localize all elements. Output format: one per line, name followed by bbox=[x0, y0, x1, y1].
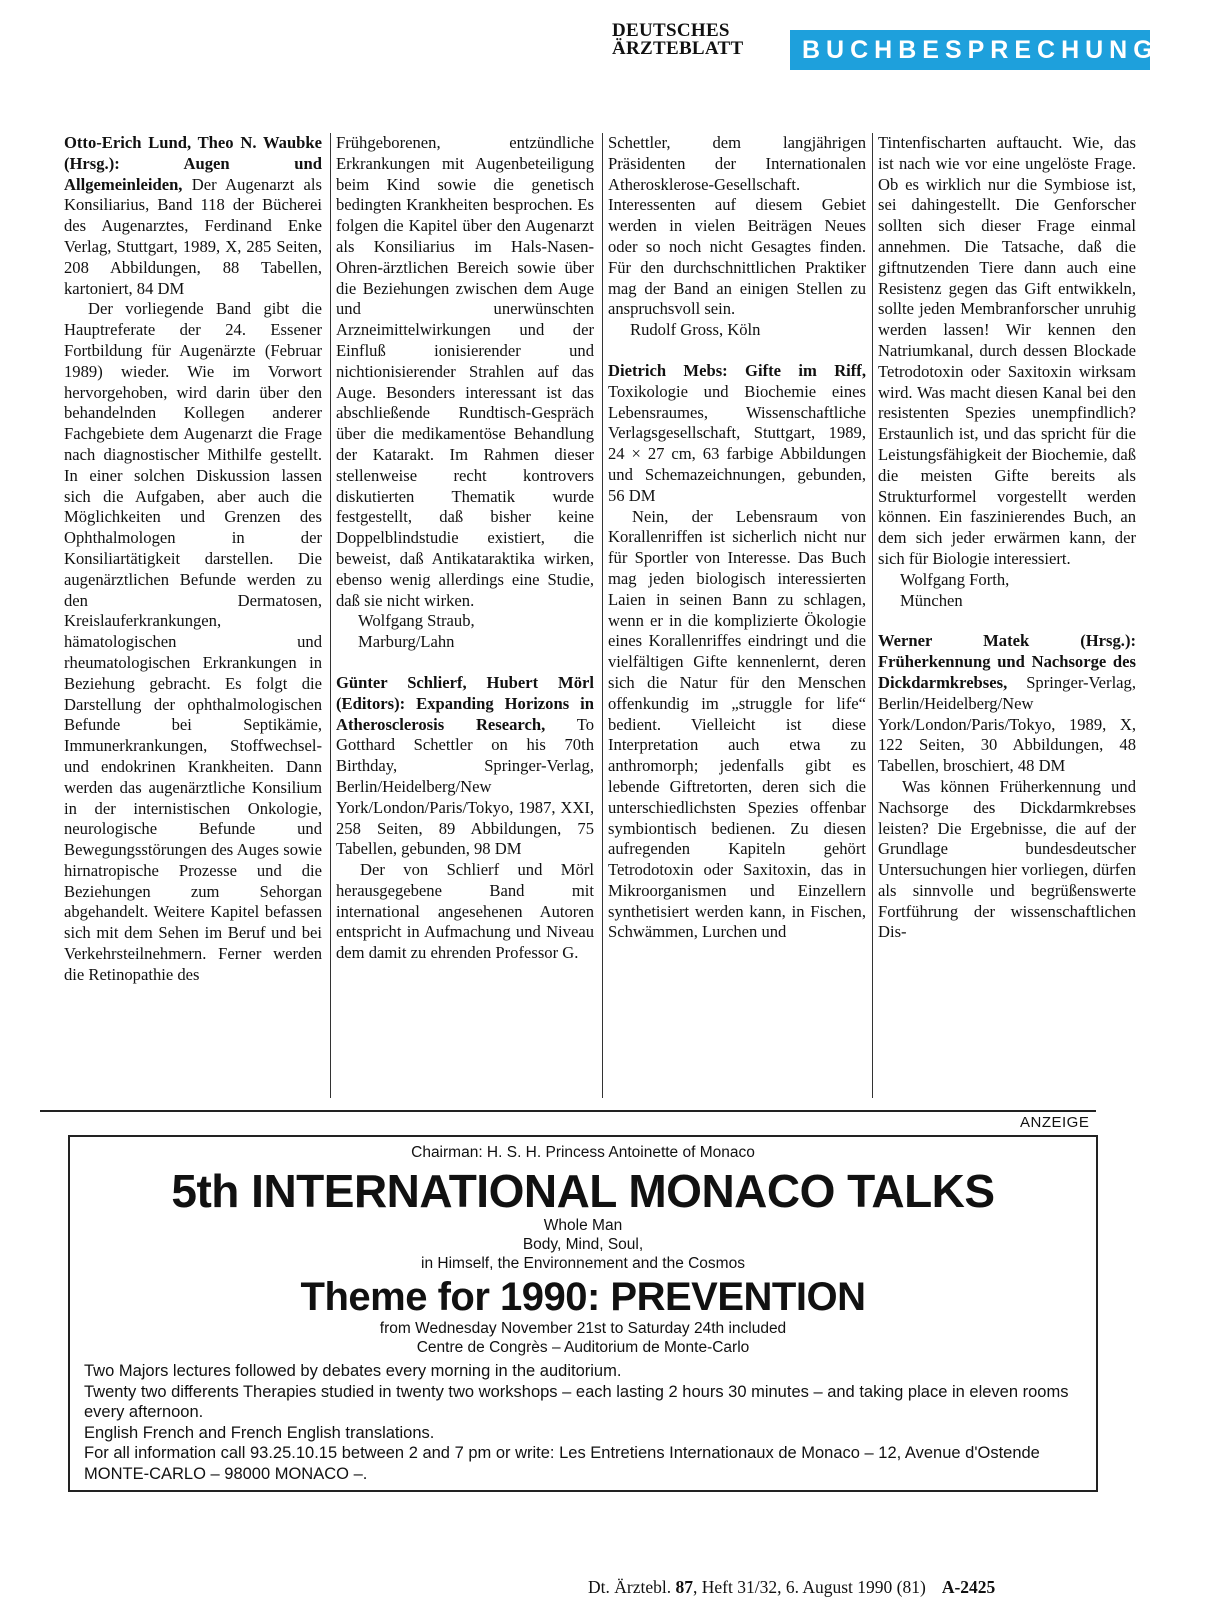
advertisement-box bbox=[68, 1135, 1098, 1492]
ad-detail-line: Twenty two differents Therapies studied in twenty two workshops – each lasting 2 hours 30 minutes – and taking place in eleven rooms every afternoon. bbox=[84, 1382, 1069, 1421]
review-2-paragraph-2: Schettler, dem langjährigen Präsidenten der Internationalen Atherosklerose-Gesellschaft. Interessenten auf diesem Gebiet werden in vielen Beiträgen Neues oder so noch nicht Gesagtes finden. Für den durchschnittlichen Praktiker mag der Band an einigen Stellen zu anspruchsvoll sein. bbox=[608, 133, 866, 319]
column-3 bbox=[608, 133, 866, 943]
ad-label: ANZEIGE bbox=[1020, 1114, 1090, 1131]
review-3-title: Dietrich Mebs: Gifte im Riff, bbox=[608, 360, 866, 380]
masthead-line2: ÄRZTEBLATT bbox=[612, 38, 744, 59]
review-3-biblio: Toxikologie und Biochemie eines Lebensraumes, Wissenschaftliche Verlagsgesellschaft, Stuttgart, 1989, 24 × 27 cm, 63 farbige Abbildungen und Schemazeichnungen, gebunden, 56 DM bbox=[608, 381, 866, 505]
review-1-biblio: Der Augenarzt als Konsiliarius, Band 118 der Bücherei des Augenarztes, Ferdinand Enke Verlag, Stuttgart, 1989, X, 285 Seiten, 208 Abbildungen, 88 Tabellen, kartoniert, 84 DM bbox=[64, 174, 322, 298]
review-1-paragraph-2: Frühgeborenen, entzündliche Erkrankungen mit Augenbeteiligung beim Kind sowie die genetisch bedingten Krankheiten besprochen. Es folgen die Kapitel über den Augenarzt als Konsiliarius im Hals-Nasen-Ohren-ärztlichen Bereich sowie über die Beziehungen zwischen dem Auge und unerwünschten Arzneimittelwirkungen und der Einfluß ionisierender und nichtionisierender Strahlen auf das Auge. Besonders interessant ist das abschließende Rundtisch-Gespräch über die medikamentöse Behandlung der Katarakt. Im Rahmen dieser stellenweise recht kontrovers diskutierten Thematik wurde festgestellt, daß bisher keine Doppelblindstudie existiert, die beweist, daß Antikataraktika wirken, ebenso wenig allerdings eine Studie, daß sie nicht wirken. bbox=[336, 133, 594, 610]
review-columns bbox=[40, 133, 1136, 1133]
ad-dates: from Wednesday November 21st to Saturday 24th included bbox=[379, 1320, 787, 1337]
review-3-paragraph-1: Nein, der Lebensraum von Korallenriffen ist sicherlich nicht nur für Sportler von Interesse. Das Buch mag jeden biologisch interessierten Laien in seinen Bann zu schlagen, wenn er in die komplizierte Ökologie eines Korallenriffes eindringt und die vielfältigen Gifte kennenlernt, deren sich die Natur für den Menschen offenkundig im „struggle for life“ bedient. Vielleicht ist diese Interpretation auch etwa zu anthromorph; jedenfalls gibt es lebende Giftretorten, deren sich die unterschiedlichsten Spezies offenbar symbiontisch bedienen. Zu diesen aufregenden Kapiteln gehört Tetrodotoxin oder Saxitoxin, das in Mikroorganismen und Einzellern synthetisiert werden kann, in Fischen, Schwämmen, Lurchen und bbox=[608, 506, 866, 942]
masthead-line1: DEUTSCHES bbox=[612, 20, 730, 41]
review-1-title: Otto-Erich Lund, Theo N. Waubke (Hrsg.): Augen und Allgemeinleiden, bbox=[64, 133, 322, 194]
review-1-signature-place: Marburg/Lahn bbox=[358, 632, 455, 652]
page-footer bbox=[588, 1577, 1108, 1598]
review-4-heading bbox=[878, 631, 1136, 777]
review-3-signature-name: Wolfgang Forth, bbox=[900, 569, 1010, 589]
ad-details bbox=[70, 1357, 1096, 1484]
ad-chairman: Chairman: H. S. H. Princess Antoinette of Monaco bbox=[411, 1144, 755, 1161]
column-2 bbox=[336, 133, 594, 964]
review-3-heading bbox=[608, 361, 866, 507]
review-4-biblio: Springer-Verlag, Berlin/Heidelberg/New York/London/Paris/Tokyo, 1989, X, 122 Seiten, 30 Abbildungen, 48 Tabellen, broschiert, 48 DM bbox=[878, 672, 1136, 776]
footer-issue: , Heft 31/32, 6. August 1990 (81) bbox=[692, 1577, 926, 1597]
ad-subtitle-1: Whole Man bbox=[543, 1217, 623, 1234]
review-1-signature-name: Wolfgang Straub, bbox=[358, 611, 475, 631]
review-3-signature-place: München bbox=[900, 590, 963, 610]
column-1 bbox=[64, 133, 322, 986]
review-2-biblio: To Gotthard Schettler on his 70th Birthday, Springer-Verlag, Berlin/Heidelberg/New York/London/Paris/Tokyo, 1987, XXI, 258 Seiten, 89 Abbildungen, 75 Tabellen, gebunden, 98 DM bbox=[336, 714, 595, 859]
review-2-heading bbox=[336, 673, 594, 860]
review-3-paragraph-2: Tintenfischarten auftaucht. Wie, das ist nach wie vor eine ungelöste Frage. Ob es wirklich nur die Symbiose ist, sei dahingestellt. Die Genforscher sollten sich dieser Frage einmal annehmen. Die Tatsache, daß die giftnutzenden Tiere dann auch eine Resistenz gegen das Gift entwikkeln, sollte jeden Membranforscher unruhig werden lassen! Wir kennen den Natriumkanal, durch dessen Blockade Tetrodotoxin oder Saxitoxin wirksam wird. Was macht diesen Kanal bei den resistenten Spezies unempfindlich? Erstaunlich ist, und das spricht für die Leistungsfähigkeit der Biochemie, daß die meisten Gifte bereits als Strukturformel vorgestellt werden können. Ein faszinierendes Buch, an dem sich jeder erwärmen kann, der sich für Biologie interessiert. bbox=[878, 133, 1136, 568]
review-4-title: Werner Matek (Hrsg.): Früherkennung und Nachsorge des Dickdarmkrebses, bbox=[878, 631, 1136, 692]
footer-journal: Dt. Ärztebl. bbox=[588, 1577, 676, 1597]
section-header: BUCHBESPRECHUNGEN bbox=[790, 30, 1150, 70]
journal-masthead bbox=[612, 22, 772, 58]
ad-detail-line: English French and French English translations. bbox=[84, 1423, 435, 1442]
footer-volume: 87 bbox=[675, 1577, 693, 1597]
review-1-paragraph-1: Der vorliegende Band gibt die Hauptreferate der 24. Essener Fortbildung für Augenärzte (Februar 1989) wieder. Wie im Vorwort hervorgehoben, wird darin über den behandelnden Kollegen anderer Fachgebiete dem Augenarzt die Frage nach diagnostischer Mithilfe gestellt. In einer solchen Diskussion lassen sich die Aufgaben, aber auch die Möglichkeiten und Grenzen des Ophthalmologen in der Konsiliartätigkeit darstellen. Die augenärztlichen Befunde werden zu den Dermatosen, Kreislauferkrankungen, hämatologischen und rheumatologischen Erkrankungen in Beziehung gebracht. Es folgt die Darstellung der ophthalmologischen Befunde bei Septikämie, Immunerkrankungen, Stoffwechsel- und endokrinen Krankheiten. Dann werden das augenärztliche Konsilium in der internistischen Onkologie, neurologische Befunde und Bewegungsstörungen des Auges sowie hirnatropische Prozesse und die Beziehungen zum Sehorgan abgehandelt. Weitere Kapitel befassen sich mit dem Sehen im Beruf und bei Verkehrsteilnehmern. Ferner werden die Retinopathie des bbox=[64, 299, 322, 984]
ad-subtitle-3: in Himself, the Environnement and the Cosmos bbox=[421, 1255, 745, 1272]
ad-subtitle-2: Body, Mind, Soul, bbox=[522, 1236, 644, 1253]
review-2-title: Günter Schlierf, Hubert Mörl (Editors): Expanding Horizons in Atherosclerosis Research, bbox=[336, 672, 594, 734]
review-2-paragraph-1: Der von Schlierf und Mörl herausgegebene Band mit international angesehenen Autoren entspricht in Aufmachung und Niveau dem damit zu ehrenden Professor G. bbox=[336, 860, 594, 963]
ad-detail-line: Two Majors lectures followed by debates every morning in the auditorium. bbox=[84, 1362, 622, 1380]
ad-venue: Centre de Congrès – Auditorium de Monte-Carlo bbox=[416, 1339, 750, 1356]
ad-separator bbox=[40, 1110, 1096, 1112]
ad-headline: 5th INTERNATIONAL MONACO TALKS bbox=[171, 1165, 995, 1217]
ad-detail-line: For all information call 93.25.10.15 between 2 and 7 pm or write: Les Entretiens Internationaux de Monaco – 12, Avenue d'Ostende MONTE-CARLO – 98000 MONACO –. bbox=[84, 1444, 1040, 1483]
review-2-signature: Rudolf Gross, Köln bbox=[630, 320, 761, 340]
column-4 bbox=[878, 133, 1136, 943]
page-number: A-2425 bbox=[941, 1577, 996, 1597]
review-1-heading bbox=[64, 133, 322, 299]
review-4-paragraph-1: Was können Früherkennung und Nachsorge des Dickdarmkrebses leisten? Die Ergebnisse, die auf der Grundlage bundesdeutscher Untersuchungen hier vorliegen, dürfen als sinnvolle und begrüßenswerte Fortführung der wissenschaftlichen Dis- bbox=[878, 776, 1136, 942]
ad-theme: Theme for 1990: PREVENTION bbox=[300, 1275, 866, 1319]
